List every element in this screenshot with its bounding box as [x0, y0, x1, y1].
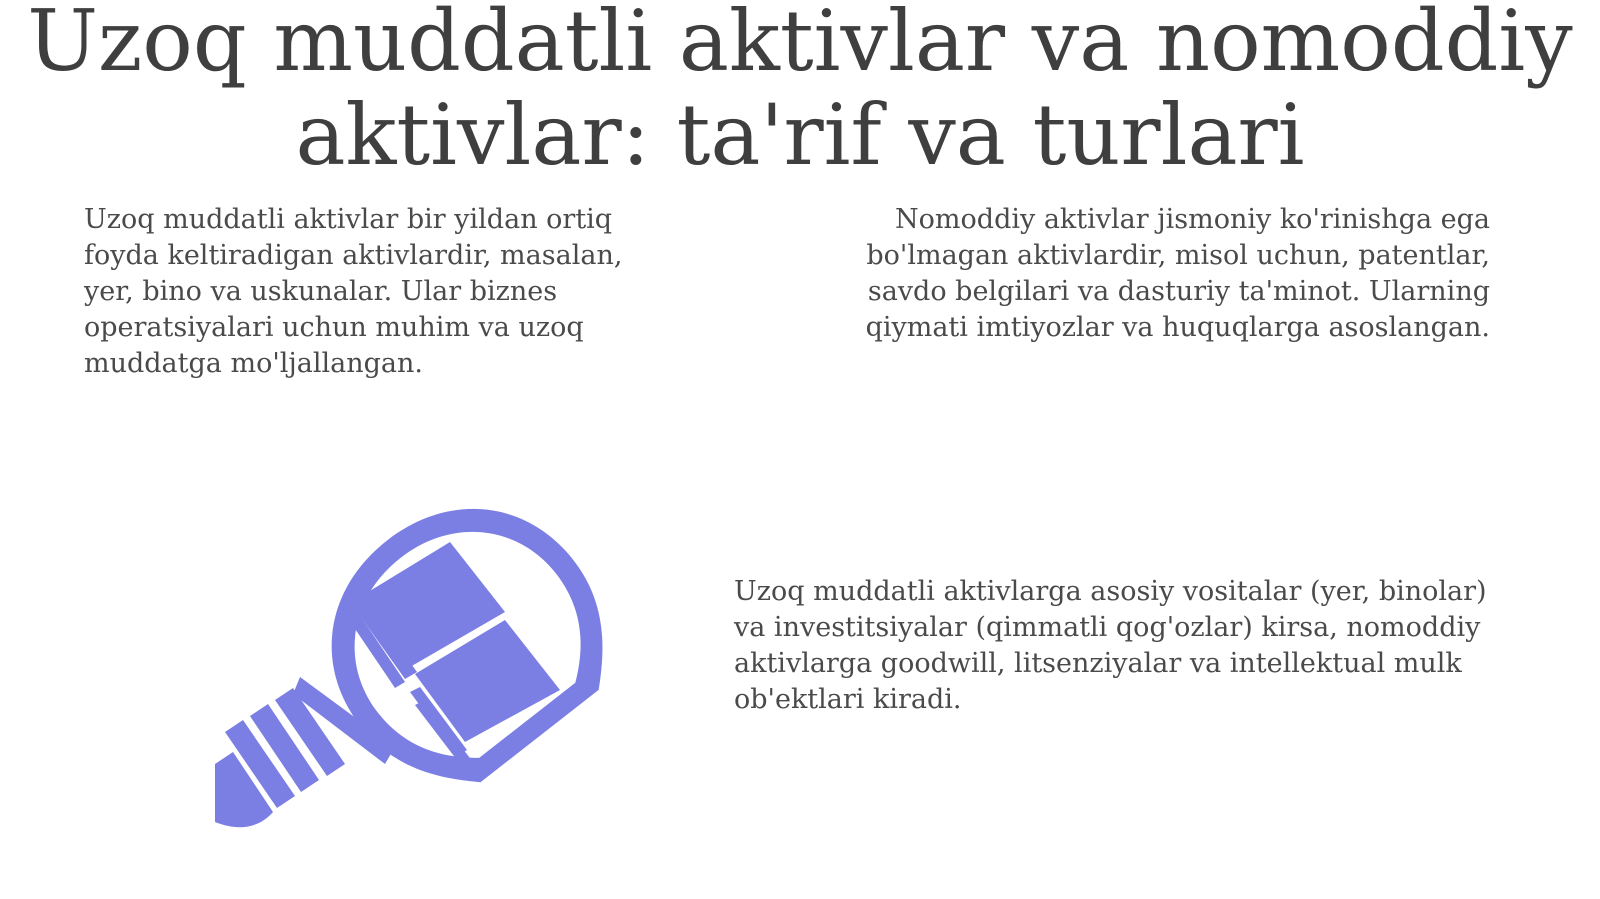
slide-title: Uzoq muddatli aktivlar va nomoddiy aktivlar: ta'rif va turlari — [27, 0, 1573, 184]
lightbulb-book-icon — [205, 502, 625, 847]
paragraph-asset-types: Uzoq muddatli aktivlarga asosiy vositalar (yer, binolar) va investitsiyalar (qimmatli qog'ozlar) kirsa, nomoddiy aktivlarga goodwill, litsenziyalar va intellektual mulk ob'ektlari kiradi. — [734, 576, 1487, 715]
paragraph-intangible-assets: Nomoddiy aktivlar jismoniy ko'rinishga ega bo'lmagan aktivlardir, misol uchun, patentlar, savdo belgilari va dasturiy ta'minot. Ularning qiymati imtiyozlar va huquqlarga asoslangan. — [865, 204, 1490, 343]
paragraph-long-term-assets: Uzoq muddatli aktivlar bir yildan ortiq foyda keltiradigan aktivlardir, masalan, yer, bino va uskunalar. Ular biznes operatsiyalari uchun muhim va uzoq muddatga mo'ljallangan. — [84, 204, 623, 379]
